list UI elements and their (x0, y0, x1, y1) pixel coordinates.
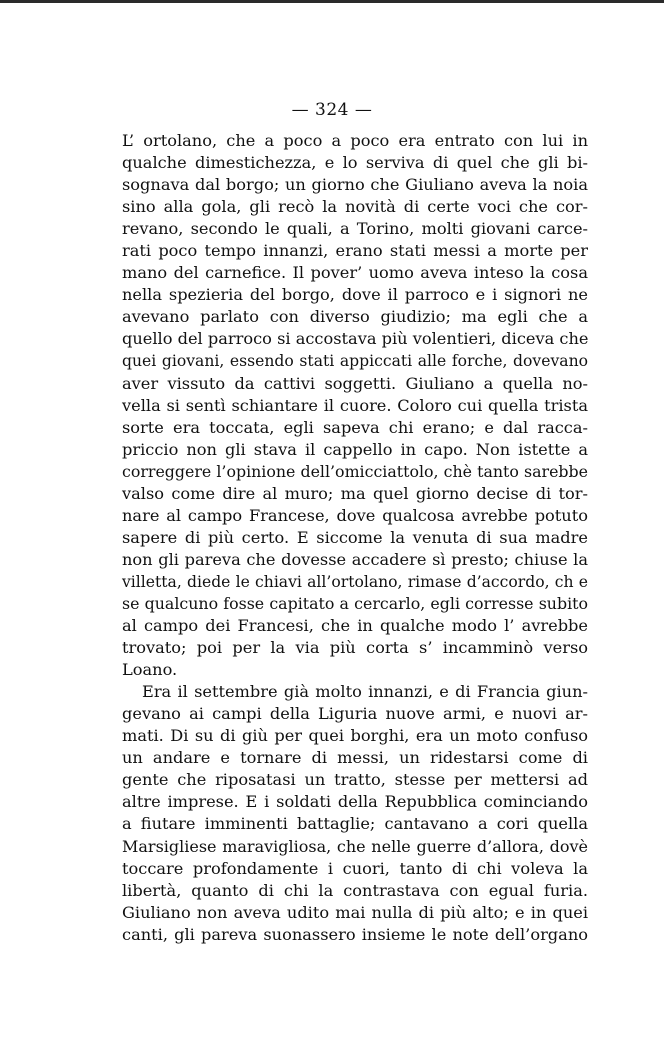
text-line: nella spezieria del borgo, dove il parroco e i signori ne (122, 285, 588, 305)
text-line: L’ ortolano, che a poco a poco era entrato con lui in (122, 131, 588, 150)
text-line: al campo dei Francesi, che in qualche modo l’ avrebbe (122, 616, 588, 636)
text-line: sognava dal borgo; un giorno che Giuliano aveva la noia (122, 175, 588, 195)
page-number: — 324 — (291, 100, 373, 120)
text-line: qualche dimestichezza, e lo serviva di quel che gli bi- (122, 153, 588, 173)
text-line: vella si sentì schiantare il cuore. Coloro cui quella trista (122, 395, 588, 415)
text-line: mati. Di su di giù per quei borghi, era un moto confuso (122, 726, 588, 746)
text-line: aver vissuto da cattivi soggetti. Giuliano a quella no- (122, 373, 588, 393)
text-line: avevano parlato con diverso giudizio; ma egli che a (122, 307, 588, 327)
text-line: correggere l’opinione dell’omicciattolo, chè tanto sarebbe (122, 461, 588, 481)
text-line: quello del parroco si accostava più volentieri, diceva che (122, 329, 589, 349)
text-line: nare al campo Francese, dove qualcosa avrebbe potuto (122, 505, 588, 525)
text-line: non gli pareva che dovesse accadere sì presto; chiuse la (122, 549, 588, 569)
text-line: canti, gli pareva suonassero insieme le note dell’organo (122, 924, 588, 944)
text-line: rati poco tempo innanzi, erano stati messi a morte per (122, 241, 588, 261)
text-line: altre imprese. E i soldati della Repubblica cominciando (122, 792, 588, 812)
text-line: Era il settembre già molto innanzi, e di Francia giun- (142, 682, 588, 702)
text-line: quei giovani, essendo stati appiccati alle forche, dovevano (122, 352, 588, 371)
text-line: sorte era toccata, egli sapeva chi erano; e dal racca- (122, 417, 588, 437)
text-line: toccare profondamente i cuori, tanto di chi voleva la (122, 858, 588, 878)
text-line: revano, secondo le quali, a Torino, molti giovani carce- (122, 219, 588, 239)
text-line: a fiutare imminenti battaglie; cantavano a cori quella (122, 814, 588, 834)
text-line: Marsigliese maravigliosa, che nelle guerre d’allora, dovè (122, 836, 588, 856)
text-line: un andare e tornare di messi, un ridestarsi come di (122, 748, 588, 768)
text-line: Loano. (122, 660, 178, 680)
body-text (122, 130, 588, 946)
text-line: priccio non gli stava il cappello in capo. Non istette a (122, 439, 588, 459)
text-line: gente che riposatasi un tratto, stesse per mettersi ad (122, 770, 588, 790)
text-line: se qualcuno fosse capitato a cercarlo, egli corresse subito (122, 593, 588, 613)
text-line: mano del carnefice. Il pover’ uomo aveva inteso la cosa (122, 263, 588, 283)
text-line: libertà, quanto di chi la contrastava con egual furia. (122, 880, 588, 900)
text-line: Giuliano non aveva udito mai nulla di più alto; e in quei (122, 902, 588, 922)
text-line: gevano ai campi della Liguria nuove armi, e nuovi ar- (122, 704, 588, 724)
text-line: sapere di più certo. E siccome la venuta di sua madre (122, 527, 588, 547)
text-line: villetta, diede le chiavi all’ortolano, rimase d’accordo, ch e (122, 572, 588, 591)
text-line: sino alla gola, gli recò la novità di certe voci che cor- (122, 197, 588, 217)
text-line: valso come dire al muro; ma quel giorno decise di tor- (122, 483, 588, 503)
page-top-edge (0, 0, 664, 3)
text-line: trovato; poi per la via più corta s’ incamminò verso (122, 638, 588, 658)
